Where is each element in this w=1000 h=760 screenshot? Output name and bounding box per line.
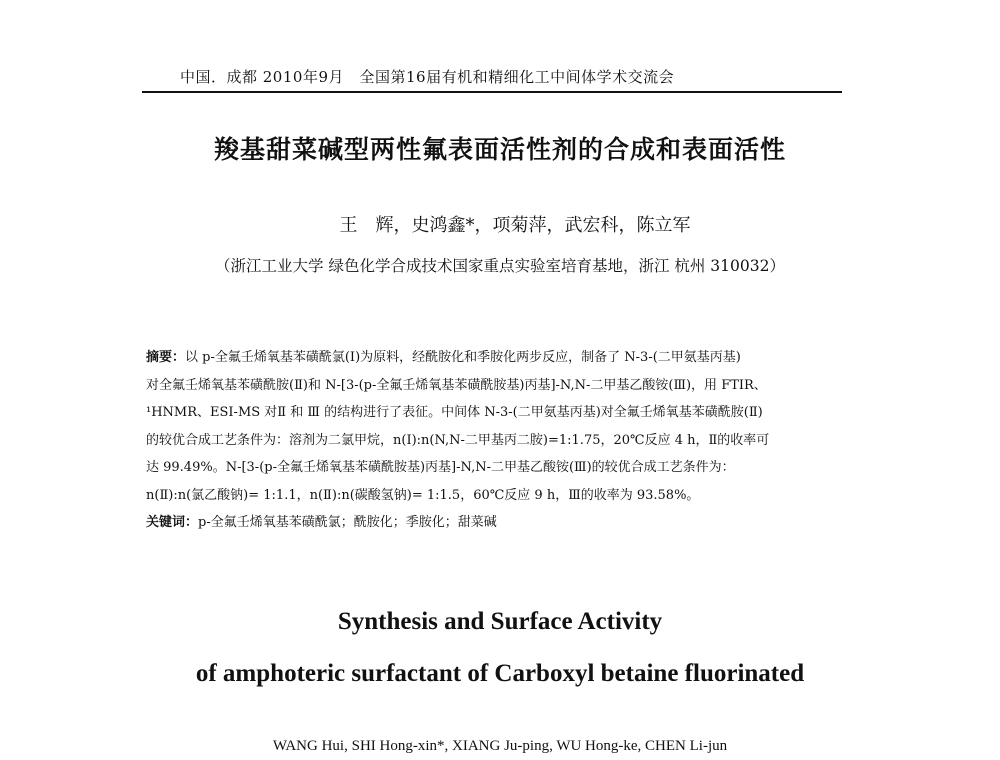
paper-title-english-line-1: Synthesis and Surface Activity: [337, 608, 663, 635]
keywords-label: 关键词：: [146, 515, 199, 530]
authors-chinese: 王 辉，史鸿鑫*，项菊萍，武宏科，陈立军: [339, 215, 691, 236]
paper-title-chinese: 羧基甜菜碱型两性氟表面活性剂的合成和表面活性: [213, 135, 786, 164]
abstract-line-2: 对全氟壬烯氧基苯磺酰胺(Ⅱ)和 N-[3-(p-全氟壬烯氧基苯磺酰胺基)丙基]-N,N-二甲基乙酸铵(Ⅲ)，用 FTIR、: [146, 377, 767, 393]
affiliation-chinese: （浙江工业大学 绿色化学合成技术国家重点实验室培育基地，浙江 杭州 310032）: [215, 257, 785, 275]
abstract-label: 摘要：: [146, 350, 186, 365]
abstract-block: [146, 344, 854, 537]
keywords-line: [146, 509, 854, 537]
abstract-line-4: 的较优合成工艺条件为：溶剂为二氯甲烷，n(Ⅰ):n(N,N-二甲基丙二胺)=1:1.75，20℃反应 4 h，Ⅱ的收率可: [146, 432, 770, 448]
paper-title-english-line-2: of amphoteric surfactant of Carboxyl betaine fluorinated: [195, 660, 805, 687]
abstract-line-5: 达 99.49%。N-[3-(p-全氟壬烯氧基苯磺酰胺基)丙基]-N,N-二甲基乙酸铵(Ⅲ)的较优合成工艺条件为：: [146, 460, 735, 475]
running-header: 中国．成都 2010年9月 全国第16届有机和精细化工中间体学术交流会: [180, 68, 675, 86]
keywords-text: p-全氟壬烯氧基苯磺酰氯；酰胺化；季胺化；甜菜碱: [198, 515, 497, 530]
authors-english: WANG Hui, SHI Hong-xin*, XIANG Ju-ping, WU Hong-ke, CHEN Li-jun: [272, 738, 728, 754]
abstract-line-1: 摘要：以 p-全氟壬烯氧基苯磺酰氯(Ⅰ)为原料，经酰胺化和季胺化两步反应，制备了 N-3-(二甲氨基丙基): [146, 350, 741, 365]
abstract-line-3: ¹HNMR、ESI-MS 对Ⅱ 和 Ⅲ 的结构进行了表征。中间体 N-3-(二甲氨基丙基)对全氟壬烯氧基苯磺酰胺(Ⅱ): [146, 405, 763, 420]
header-divider: [142, 91, 842, 93]
abstract-line-6: n(Ⅱ):n(氯乙酸钠)= 1:1.1，n(Ⅱ):n(碳酸氢钠)= 1:1.5，60℃反应 9 h，Ⅲ的收率为 93.58%。: [146, 487, 700, 503]
